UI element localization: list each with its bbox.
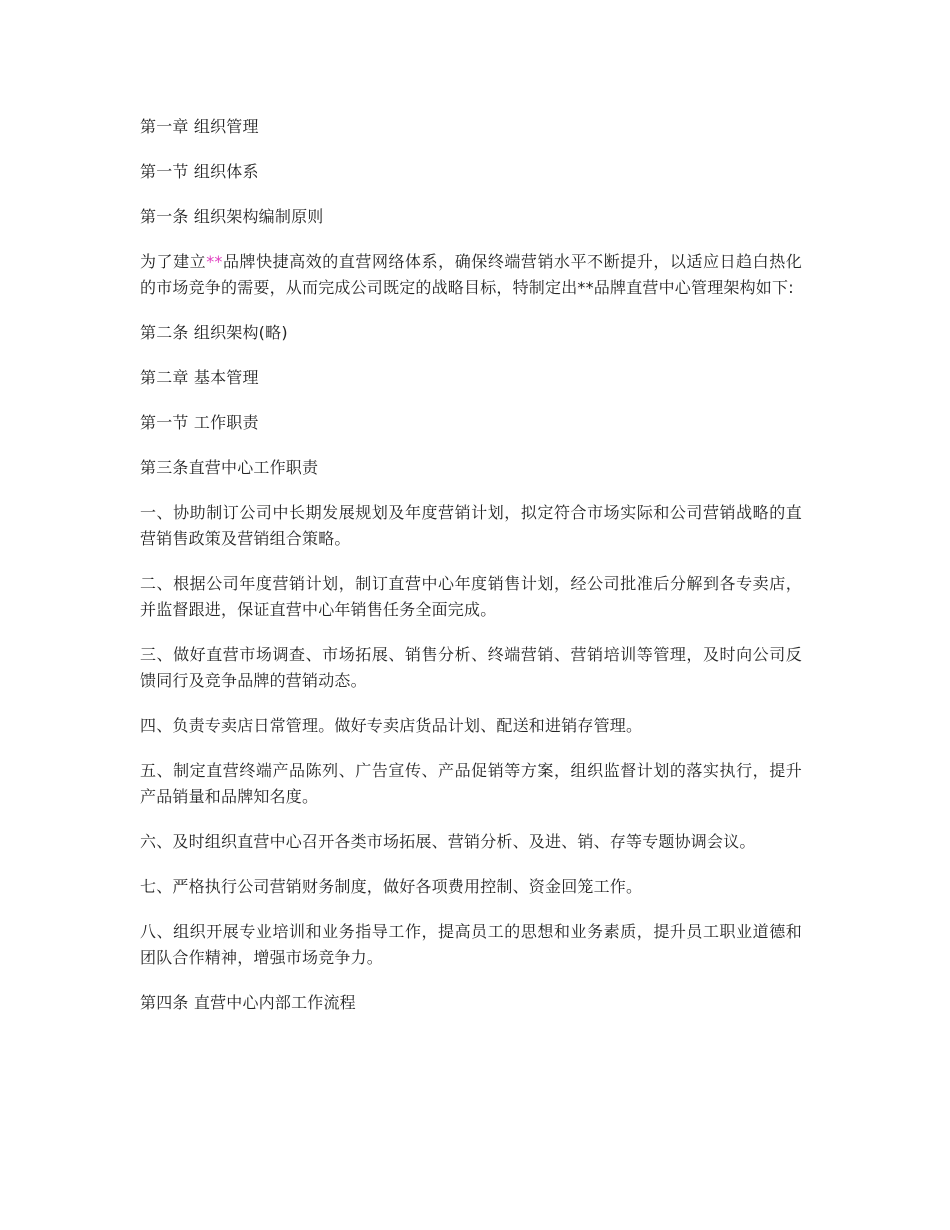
duty-item: 五、制定直营终端产品陈列、广告宣传、产品促销等方案，组织监督计划的落实执行，提升产品销量和品牌知名度。 — [140, 761, 802, 806]
intro-paragraph — [140, 249, 802, 301]
chapter-1-heading: 第一章 组织管理 — [140, 117, 259, 136]
section-1-heading: 第一节 组织体系 — [140, 162, 259, 181]
document-page — [140, 114, 802, 1035]
article-1-heading: 第一条 组织架构编制原则 — [140, 207, 324, 226]
duty-item: 三、做好直营市场调查、市场拓展、销售分析、终端营销、营销培训等管理，及时向公司反馈同行及竞争品牌的营销动态。 — [140, 645, 802, 690]
intro-text-part1: 为了建立 — [140, 252, 207, 271]
duty-item: 七、严格执行公司营销财务制度，做好各项费用控制、资金回笼工作。 — [140, 877, 643, 896]
intro-text-part2: 品牌快捷高效的直营网络体系，确保终端营销水平不断提升，以适应日趋白热化的市场竞争的需要，从而完成公司既定的战略目标，特制定出**品牌直营中心管理架构如下: — [140, 252, 802, 297]
article-4-heading: 第四条 直营中心内部工作流程 — [140, 993, 356, 1012]
chapter-2-heading: 第二章 基本管理 — [140, 368, 259, 387]
duty-item: 六、及时组织直营中心召开各类市场拓展、营销分析、及进、销、存等专题协调会议。 — [140, 832, 756, 851]
duty-item: 八、组织开展专业培训和业务指导工作，提高员工的思想和业务素质，提升员工职业道德和团队合作精神，增强市场竞争力。 — [140, 922, 802, 967]
duty-item: 一、协助制订公司中长期发展规划及年度营销计划，拟定符合市场实际和公司营销战略的直营销售政策及营销组合策略。 — [140, 503, 802, 548]
duty-item: 二、根据公司年度营销计划，制订直营中心年度销售计划，经公司批准后分解到各专卖店，并监督跟进，保证直营中心年销售任务全面完成。 — [140, 574, 802, 619]
brand-placeholder-mark: ** — [206, 252, 223, 271]
article-3-heading: 第三条直营中心工作职责 — [140, 458, 319, 477]
duty-item: 四、负责专卖店日常管理。做好专卖店货品计划、配送和进销存管理。 — [140, 716, 643, 735]
section-2-heading: 第一节 工作职责 — [140, 413, 259, 432]
article-2-heading: 第二条 组织架构(略) — [140, 323, 288, 342]
